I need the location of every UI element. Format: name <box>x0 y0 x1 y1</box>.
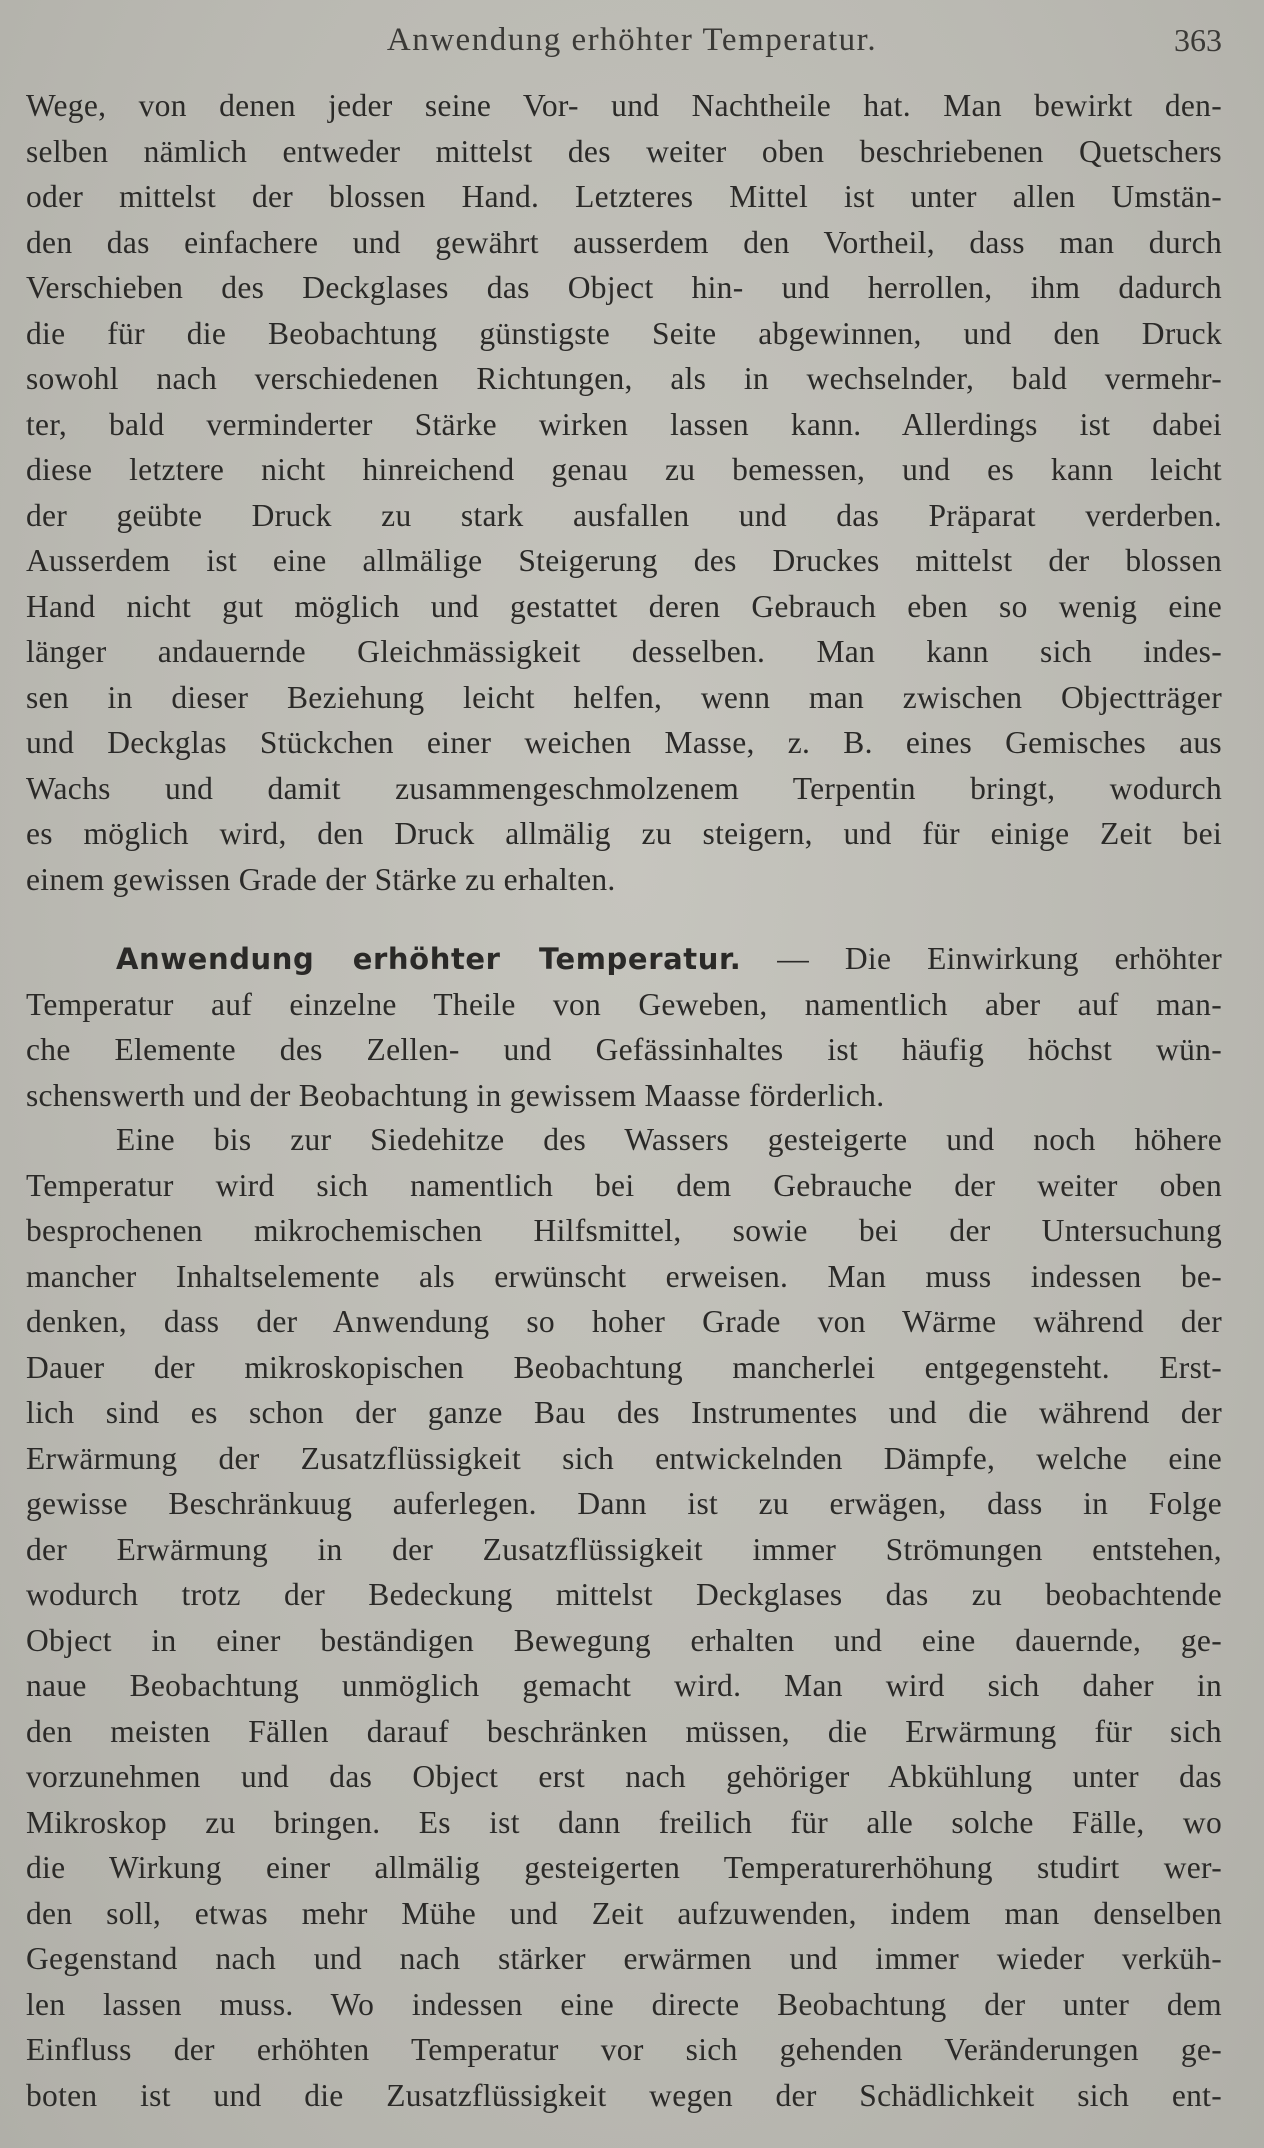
text-line: Temperatur wird sich namentlich bei dem Gebrauche der weiter oben <box>26 1167 1222 1203</box>
text-line: diese letztere nicht hinreichend genau zu bemessen, und es kann leicht <box>26 452 1222 487</box>
text-line: die für die Beobachtung günstigste Seite abgewinnen, und den Druck <box>26 315 1222 351</box>
text-line: ter, bald verminderter Stärke wirken lassen kann. Allerdings ist dabei <box>26 406 1222 442</box>
text-line: Temperatur auf einzelne Theile von Geweben, namentlich aber auf man- <box>26 986 1222 1022</box>
text-line: schenswerth und der Beobachtung in gewissem Maasse förderlich. <box>26 1077 885 1113</box>
text-line: boten ist und die Zusatzflüssigkeit wegen der Schädlichkeit sich ent- <box>26 2077 1222 2113</box>
text-line: wodurch trotz der Bedeckung mittelst Deckglases das zu beobachtende <box>26 1577 1222 1612</box>
section-first-line-text: — Die Einwirkung erhöhter <box>741 941 1222 976</box>
text-line: Eine bis zur Siedehitze des Wassers gesteigerte und noch höhere <box>116 1122 1222 1157</box>
paragraph-heating-discussion <box>26 1117 1222 2118</box>
text-line: den meisten Fällen darauf beschränken müssen, die Erwärmung für sich <box>26 1713 1222 1749</box>
text-line: einem gewissen Grade der Stärke zu erhalten. <box>26 861 616 897</box>
text-line: Erwärmung der Zusatzflüssigkeit sich entwickelnden Dämpfe, welche eine <box>26 1440 1222 1476</box>
text-line: gewisse Beschränkuug auferlegen. Dann ist zu erwägen, dass in Folge <box>26 1486 1222 1521</box>
running-head <box>0 22 1264 66</box>
text-line: Wege, von denen jeder seine Vor- und Nachtheile hat. Man bewirkt den- <box>26 88 1222 123</box>
text-line: Gegenstand nach und nach stärker erwärmen und immer wieder verküh- <box>26 1941 1222 1976</box>
text-line: den soll, etwas mehr Mühe und Zeit aufzuwenden, indem man denselben <box>26 1895 1222 1931</box>
running-title: Anwendung erhöhter Temperatur. <box>386 22 878 58</box>
text-line: selben nämlich entweder mittelst des weiter oben beschriebenen Quetschers <box>26 133 1222 169</box>
text-line: Object in einer beständigen Bewegung erhalten und eine dauernde, ge- <box>26 1622 1222 1658</box>
page-number: 363 <box>1174 22 1222 58</box>
text-line: oder mittelst der blossen Hand. Letzteres Mittel ist unter allen Umstän- <box>26 179 1222 214</box>
text-line: lich sind es schon der ganze Bau des Instrumentes und die während der <box>26 1395 1222 1430</box>
text-line: Wachs und damit zusammengeschmolzenem Terpentin bringt, wodurch <box>26 770 1222 806</box>
section-temperature-intro <box>26 936 1222 1118</box>
paragraph-pressure-methods <box>26 83 1222 902</box>
text-line: Mikroskop zu bringen. Es ist dann freilich für alle solche Fälle, wo <box>26 1804 1222 1840</box>
text-line: der geübte Druck zu stark ausfallen und das Präparat verderben. <box>26 497 1222 533</box>
text-line: vorzunehmen und das Object erst nach gehöriger Abkühlung unter das <box>26 1759 1222 1794</box>
section-first-line <box>26 936 1222 982</box>
text-line: mancher Inhaltselemente als erwünscht erweisen. Man muss indessen be- <box>26 1258 1222 1294</box>
text-line: Ausserdem ist eine allmälige Steigerung des Druckes mittelst der blossen <box>26 543 1222 578</box>
text-line: Hand nicht gut möglich und gestattet deren Gebrauch eben so wenig eine <box>26 588 1222 624</box>
text-line: und Deckglas Stückchen einer weichen Masse, z. B. eines Gemisches aus <box>26 725 1222 760</box>
text-line: sowohl nach verschiedenen Richtungen, als in wechselnder, bald vermehr- <box>26 361 1222 396</box>
text-line: es möglich wird, den Druck allmälig zu steigern, und für einige Zeit bei <box>26 816 1222 851</box>
text-line: naue Beobachtung unmöglich gemacht wird. Man wird sich daher in <box>26 1668 1222 1703</box>
text-line: len lassen muss. Wo indessen eine directe Beobachtung der unter dem <box>26 1986 1222 2022</box>
text-line: che Elemente des Zellen- und Gefässinhaltes ist häufig höchst wün- <box>26 1032 1222 1067</box>
section-heading: Anwendung erhöhter Temperatur. <box>116 942 742 976</box>
text-line: denken, dass der Anwendung so hoher Grade von Wärme während der <box>26 1304 1222 1339</box>
text-line: die Wirkung einer allmälig gesteigerten Temperaturerhöhung studirt wer- <box>26 1850 1222 1885</box>
text-line: Dauer der mikroskopischen Beobachtung mancherlei entgegensteht. Erst- <box>26 1349 1222 1385</box>
text-line: den das einfachere und gewährt ausserdem den Vortheil, dass man durch <box>26 224 1222 260</box>
text-line: länger andauernde Gleichmässigkeit desselben. Man kann sich indes- <box>26 634 1222 669</box>
text-line: besprochenen mikrochemischen Hilfsmittel, sowie bei der Untersuchung <box>26 1213 1222 1248</box>
text-line: der Erwärmung in der Zusatzflüssigkeit immer Strömungen entstehen, <box>26 1531 1222 1567</box>
text-line: sen in dieser Beziehung leicht helfen, wenn man zwischen Objectträger <box>26 679 1222 715</box>
text-line: Einfluss der erhöhten Temperatur vor sich gehenden Veränderungen ge- <box>26 2032 1222 2067</box>
text-line: Verschieben des Deckglases das Object hin- und herrollen, ihm dadurch <box>26 270 1222 305</box>
